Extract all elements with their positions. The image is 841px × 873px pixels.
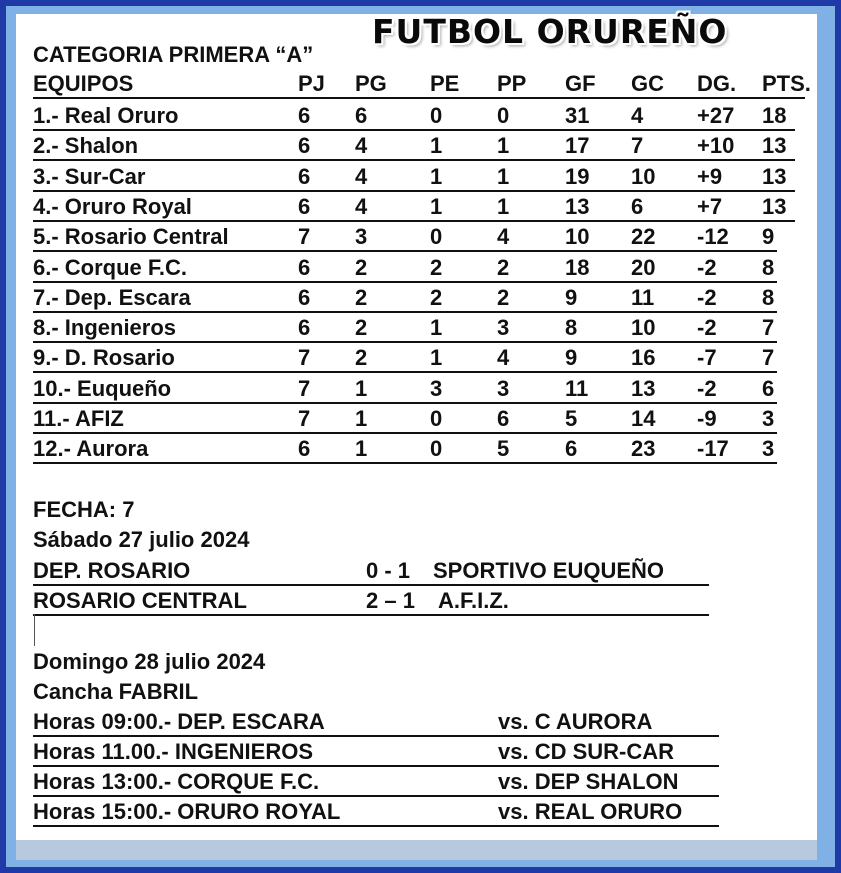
team-name: 2.- Shalon xyxy=(33,133,139,159)
team-name: 12.- Aurora xyxy=(33,436,149,462)
stat-pe: 0 xyxy=(430,103,443,128)
match-opponent: vs. CD SUR-CAR xyxy=(498,739,675,764)
stat-pg: 6 xyxy=(355,103,368,128)
stat-pp: 1 xyxy=(497,133,510,159)
stat-dg: -12 xyxy=(697,224,729,250)
stat-gf: 6 xyxy=(565,436,578,462)
stat-dg: +27 xyxy=(697,103,735,128)
stat-pe: 1 xyxy=(430,345,443,371)
match-opponent: vs. DEP SHALON xyxy=(498,769,679,794)
team-name: 4.- Oruro Royal xyxy=(33,193,192,219)
stat-dg: -2 xyxy=(697,375,717,401)
match-opponent: vs. C AURORA xyxy=(498,709,653,734)
match-time: Horas 11.00.- INGENIEROS xyxy=(33,739,313,764)
header-gf: GF xyxy=(565,71,596,96)
stat-pe: 0 xyxy=(430,224,443,250)
stat-pg: 4 xyxy=(355,193,368,219)
stat-pj: 6 xyxy=(298,436,311,462)
row-divider xyxy=(33,311,777,313)
stat-pe: 1 xyxy=(430,315,443,341)
stat-pp: 3 xyxy=(497,375,510,401)
team-name: 6.- Corque F.C. xyxy=(33,254,188,280)
team-name: 11.- AFIZ xyxy=(33,406,124,431)
match-opponent: vs. REAL ORURO xyxy=(498,799,683,824)
stat-pj: 6 xyxy=(298,284,311,310)
header-pts: PTS. xyxy=(762,71,811,96)
result-score: 0 - 1 xyxy=(366,558,411,583)
stat-pj: 6 xyxy=(298,193,311,219)
header-dg: DG. xyxy=(697,71,737,96)
row-divider xyxy=(33,371,777,373)
result-home: DEP. ROSARIO xyxy=(33,558,191,583)
stat-pts: 6 xyxy=(762,375,775,401)
stat-gc: 4 xyxy=(631,103,644,128)
team-name: 1.- Real Oruro xyxy=(33,103,179,128)
stat-pg: 4 xyxy=(355,133,368,159)
stat-gf: 11 xyxy=(565,375,589,401)
stat-pj: 6 xyxy=(298,163,311,189)
header-equipos: EQUIPOS xyxy=(33,71,134,96)
stat-gf: 8 xyxy=(565,315,578,341)
stat-dg: -2 xyxy=(697,315,717,341)
stat-dg: -2 xyxy=(697,284,717,310)
stat-pe: 3 xyxy=(430,375,443,401)
stat-dg: +10 xyxy=(697,133,735,159)
stat-gf: 9 xyxy=(565,345,578,371)
stat-pp: 5 xyxy=(497,436,510,462)
stat-dg: +7 xyxy=(697,193,723,219)
stat-pe: 0 xyxy=(430,436,443,462)
result-score: 2 – 1 xyxy=(366,588,415,613)
stat-pj: 7 xyxy=(298,375,311,401)
stat-dg: -2 xyxy=(697,254,717,280)
match-time: Horas 09:00.- DEP. ESCARA xyxy=(33,709,325,734)
stat-pts: 3 xyxy=(762,436,775,462)
bottom-band xyxy=(16,840,817,860)
stat-gc: 11 xyxy=(631,284,655,310)
row-divider xyxy=(33,584,709,586)
stat-pe: 2 xyxy=(430,284,443,310)
stat-pg: 2 xyxy=(355,254,368,280)
stat-pj: 7 xyxy=(298,224,311,250)
stat-gc: 22 xyxy=(631,224,656,250)
stat-pts: 7 xyxy=(762,345,775,371)
row-divider xyxy=(33,765,719,767)
stat-gf: 5 xyxy=(565,406,578,431)
row-divider xyxy=(33,220,795,222)
stat-pg: 3 xyxy=(355,224,368,250)
stat-gf: 17 xyxy=(565,133,590,159)
stat-pe: 1 xyxy=(430,133,443,159)
stat-pts: 9 xyxy=(762,224,775,250)
row-divider xyxy=(33,432,777,434)
stat-pts: 3 xyxy=(762,406,775,431)
stat-pe: 1 xyxy=(430,163,443,189)
saturday-date: Sábado 27 julio 2024 xyxy=(33,527,250,552)
brand-title: FUTBOL ORUREÑO xyxy=(372,12,728,51)
fecha-label: FECHA: 7 xyxy=(33,497,135,522)
header-pp: PP xyxy=(497,71,527,96)
stat-gc: 14 xyxy=(631,406,656,431)
stat-gc: 10 xyxy=(631,315,656,341)
text-cursor xyxy=(34,614,35,646)
venue: Cancha FABRIL xyxy=(33,679,199,704)
match-time: Horas 15:00.- ORURO ROYAL xyxy=(33,799,341,824)
stat-pj: 6 xyxy=(298,133,311,159)
stat-pp: 1 xyxy=(497,193,510,219)
stat-pg: 2 xyxy=(355,284,368,310)
stat-pts: 13 xyxy=(762,133,787,159)
stat-pg: 1 xyxy=(355,436,368,462)
stat-pp: 4 xyxy=(497,345,510,371)
header-pe: PE xyxy=(430,71,460,96)
row-divider xyxy=(33,250,777,252)
row-divider xyxy=(33,462,777,464)
result-away: SPORTIVO EUQUEÑO xyxy=(433,558,665,583)
stat-dg: +9 xyxy=(697,163,723,189)
stat-pts: 8 xyxy=(762,254,775,280)
stat-pj: 7 xyxy=(298,406,311,431)
stat-gf: 18 xyxy=(565,254,590,280)
team-name: 8.- Ingenieros xyxy=(33,315,177,341)
stat-dg: -7 xyxy=(697,345,717,371)
stat-gc: 20 xyxy=(631,254,656,280)
row-divider xyxy=(33,129,795,131)
header-divider xyxy=(33,97,805,99)
team-name: 9.- D. Rosario xyxy=(33,345,175,371)
stat-pg: 4 xyxy=(355,163,368,189)
stat-pj: 7 xyxy=(298,345,311,371)
team-name: 10.- Euqueño xyxy=(33,375,172,401)
stat-pts: 7 xyxy=(762,315,775,341)
stat-pp: 2 xyxy=(497,254,510,280)
stat-pe: 0 xyxy=(430,406,443,431)
stat-pg: 1 xyxy=(355,375,368,401)
stat-gf: 13 xyxy=(565,193,590,219)
stat-gc: 6 xyxy=(631,193,644,219)
stat-gc: 10 xyxy=(631,163,656,189)
team-name: 7.- Dep. Escara xyxy=(33,284,191,310)
row-divider xyxy=(33,795,719,797)
stat-pp: 6 xyxy=(497,406,510,431)
stat-gc: 13 xyxy=(631,375,656,401)
stat-pj: 6 xyxy=(298,315,311,341)
stat-dg: -9 xyxy=(697,406,717,431)
row-divider xyxy=(33,735,719,737)
row-divider xyxy=(33,341,777,343)
row-divider xyxy=(33,614,709,616)
sunday-date: Domingo 28 julio 2024 xyxy=(33,649,266,674)
stat-pts: 18 xyxy=(762,103,787,128)
stat-pp: 3 xyxy=(497,315,510,341)
stat-gf: 19 xyxy=(565,163,590,189)
stat-gc: 7 xyxy=(631,133,644,159)
header-pg: PG xyxy=(355,71,387,96)
row-divider xyxy=(33,159,795,161)
category-title: CATEGORIA PRIMERA “A” xyxy=(33,42,314,67)
row-divider xyxy=(33,190,795,192)
stat-pp: 1 xyxy=(497,163,510,189)
stat-pj: 6 xyxy=(298,254,311,280)
result-home: ROSARIO CENTRAL xyxy=(33,588,247,613)
team-name: 3.- Sur-Car xyxy=(33,163,146,189)
stat-gf: 31 xyxy=(565,103,590,128)
stat-gf: 10 xyxy=(565,224,590,250)
stat-gc: 23 xyxy=(631,436,656,462)
team-name: 5.- Rosario Central xyxy=(33,224,229,250)
stat-pe: 1 xyxy=(430,193,443,219)
result-away: A.F.I.Z. xyxy=(438,588,509,613)
stat-pp: 0 xyxy=(497,103,510,128)
stat-gc: 16 xyxy=(631,345,656,371)
stat-pe: 2 xyxy=(430,254,443,280)
stat-pts: 13 xyxy=(762,193,787,219)
stat-dg: -17 xyxy=(697,436,729,462)
row-divider xyxy=(33,825,719,827)
stat-pg: 1 xyxy=(355,406,368,431)
stat-pg: 2 xyxy=(355,345,368,371)
match-time: Horas 13:00.- CORQUE F.C. xyxy=(33,769,320,794)
stat-pg: 2 xyxy=(355,315,368,341)
row-divider xyxy=(33,402,777,404)
row-divider xyxy=(33,281,777,283)
header-pj: PJ xyxy=(298,71,325,96)
stat-pts: 13 xyxy=(762,163,787,189)
stat-pj: 6 xyxy=(298,103,311,128)
stat-pts: 8 xyxy=(762,284,775,310)
stat-pp: 2 xyxy=(497,284,510,310)
stat-pp: 4 xyxy=(497,224,510,250)
header-gc: GC xyxy=(631,71,664,96)
stat-gf: 9 xyxy=(565,284,578,310)
